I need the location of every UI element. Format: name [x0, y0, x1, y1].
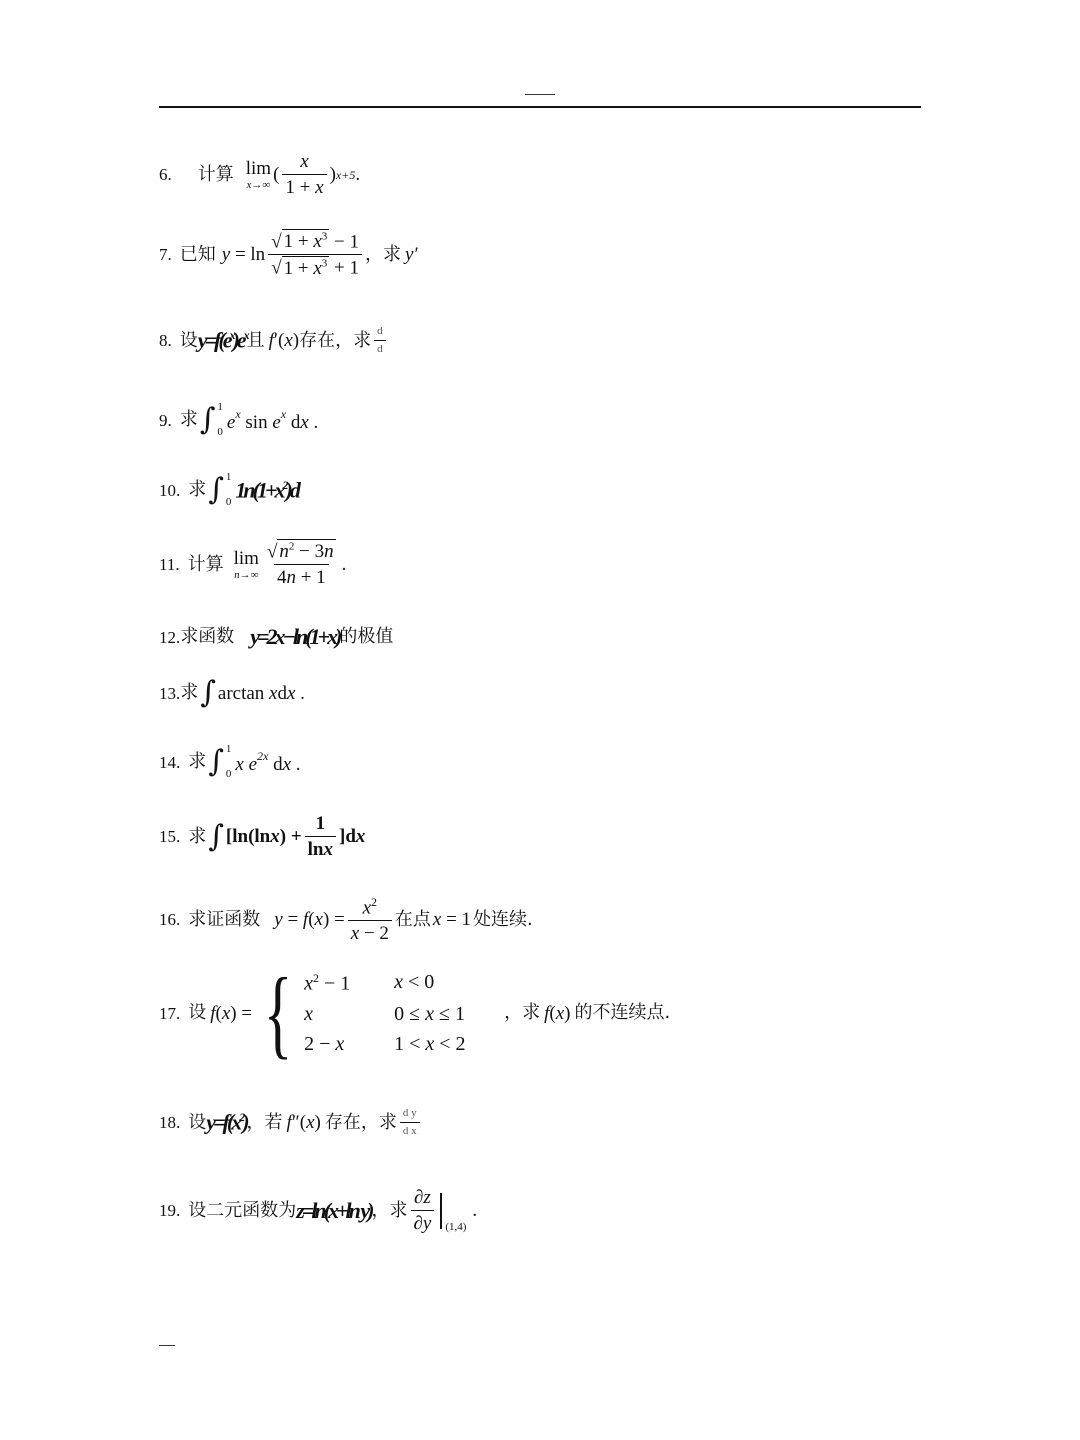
problem-text-tail: ，求 — [504, 1002, 541, 1023]
problem-number: 13. — [159, 683, 181, 703]
fraction: $\frac{x}{1 + x}$ — [282, 152, 326, 197]
problem-text: 设 — [188, 1111, 207, 1133]
problem-7: 7. 已知 y = ln $\frac{√ 1 + x^3 - 1}{√ 1 + x^3 + 1}$ ，求 y′ — [159, 231, 418, 279]
problem-text-tail: 存在，求 — [299, 329, 372, 351]
problem-number: 6. — [159, 165, 172, 184]
problem-text: 求 — [179, 409, 198, 430]
problem-number: 19. — [159, 1201, 181, 1220]
limit: lim x→∞ — [245, 157, 272, 191]
problem-text-tail: 在点 — [394, 908, 431, 930]
problem-11: 11. 计算 lim n→∞ $\frac{√ n^2 - 3n}{4n + 1}$ . — [159, 541, 347, 589]
problem-15: 15. 求 ∫ [ln(lnx) + $\frac{1}{\ln x}$ ]dx — [159, 813, 366, 860]
problem-number: 15. — [159, 827, 181, 846]
problem-6: 6. 计算 lim x→∞ ( $\frac{x}{1 + x}$ ) x+5 . — [159, 151, 361, 198]
problem-number: 12. — [159, 627, 181, 647]
fraction: $\frac{√ 1 + x^3 - 1}{√ 1 + x^3 + 1}$ — [268, 232, 362, 278]
problem-text: 求 — [180, 682, 199, 703]
header-rule — [159, 106, 921, 108]
problem-text-tail: 的极值 — [339, 626, 394, 647]
problem-text-tail: 存在，求 — [324, 1111, 397, 1133]
problem-text: 计算 — [197, 163, 234, 185]
problem-number: 11. — [159, 555, 180, 575]
problem-text-tail: ，求 — [371, 1199, 408, 1221]
problem-12 — [159, 626, 393, 648]
fraction: $\frac{1}{\ln x}$ — [305, 814, 336, 859]
piecewise-cases: $x^2 - 1$ x < 0 x 0 ≤ x ≤ 1 2 − x 1 < x < 2 — [304, 971, 466, 1055]
problem-text-mid: 且 — [246, 329, 265, 351]
fraction: $\frac{x^2}{x - 2}$ — [348, 896, 392, 943]
problem-text-tail2: 处连续. — [473, 908, 533, 930]
footer-mark — [159, 1345, 175, 1346]
problem-number: 10. — [159, 480, 181, 500]
fraction: $\frac{√ n^2 - 3n}{4n + 1}$ — [266, 541, 334, 589]
problem-number: 8. — [159, 331, 172, 350]
garbled-formula: $1n(1+x^2)d$ — [235, 477, 298, 503]
problem-text-tail2: 的不连续点. — [574, 1002, 671, 1023]
problem-number: 9. — [159, 410, 172, 430]
garbled-formula: z=ln(x+ln y) — [296, 1197, 372, 1223]
problem-text: 求 — [188, 751, 207, 772]
problem-9: 9. 求 ∫ 1 0 $e^x$ $\sin e^x$ dx . — [159, 401, 319, 438]
garbled-formula: $y=f(e^x)e^x$ — [197, 327, 247, 353]
problem-text: 求函数 — [180, 626, 235, 647]
garbled-formula: $y=f(x^2)$ — [206, 1109, 247, 1135]
fraction: $\frac{d}{d}$ — [374, 326, 386, 355]
problem-number: 18. — [159, 1113, 181, 1132]
problem-text: 计算 — [187, 553, 224, 575]
problem-16: 16. 求证函数 y = f(x) = $\frac{x^2}{x - 2}$ 在点 x = 1 处连续. — [159, 895, 533, 945]
problem-13: 13. 求 ∫ arctan xdx . — [159, 675, 305, 710]
problem-number: 17. — [159, 1003, 181, 1023]
problem-number: 14. — [159, 752, 181, 772]
problem-text: 求 — [188, 825, 207, 847]
problem-text: 设二元函数为 — [188, 1199, 297, 1221]
problem-14: 14. 求 ∫ 1 0 x $e^{2x}$ dx . — [159, 743, 301, 780]
fraction: $\frac{\text{d y}}{\text{d x}}$ — [400, 1108, 420, 1137]
garbled-formula: y=2x−ln(1+x) — [250, 624, 340, 649]
header-mark — [525, 94, 555, 95]
problem-text: 求证函数 — [188, 908, 261, 930]
problem-text: 求 — [188, 479, 207, 500]
problem-18: 18. 设 $y=f(x^2)$ ，若 f″(x) 存在，求 $\frac{\text{d y}}{\text{d x}}$ — [159, 1108, 423, 1137]
problem-text: 设 — [188, 1002, 207, 1023]
problem-8: 8. 设 $y=f(e^x)e^x$ 且 f′(x) 存在，求 $\frac{d}{d}$ — [159, 326, 389, 355]
problem-19: 19. 设二元函数为 z=ln(x+ln y) ，求 $\frac{\partial z}{\partial y}$ (1,4) . — [159, 1187, 478, 1234]
problem-text-mid: ，若 — [246, 1111, 283, 1133]
problem-number: 7. — [159, 245, 172, 265]
problem-text: 设 — [179, 329, 198, 351]
problem-text-tail: ，求 — [365, 243, 401, 265]
problem-10: 10. 求 ∫ 1 0 $1n(1+x^2)d$ — [159, 471, 298, 508]
problem-text: 已知 — [179, 243, 216, 265]
problem-17: 17. 设 f(x) = { $x^2 - 1$ x < 0 x 0 ≤ x ≤ 1 2 − x 1 < x < 2 ，求 f(x) 的不连续点. — [159, 957, 671, 1068]
fraction: $\frac{\partial z}{\partial y}$ — [411, 1188, 435, 1233]
problem-number: 16. — [159, 910, 181, 930]
